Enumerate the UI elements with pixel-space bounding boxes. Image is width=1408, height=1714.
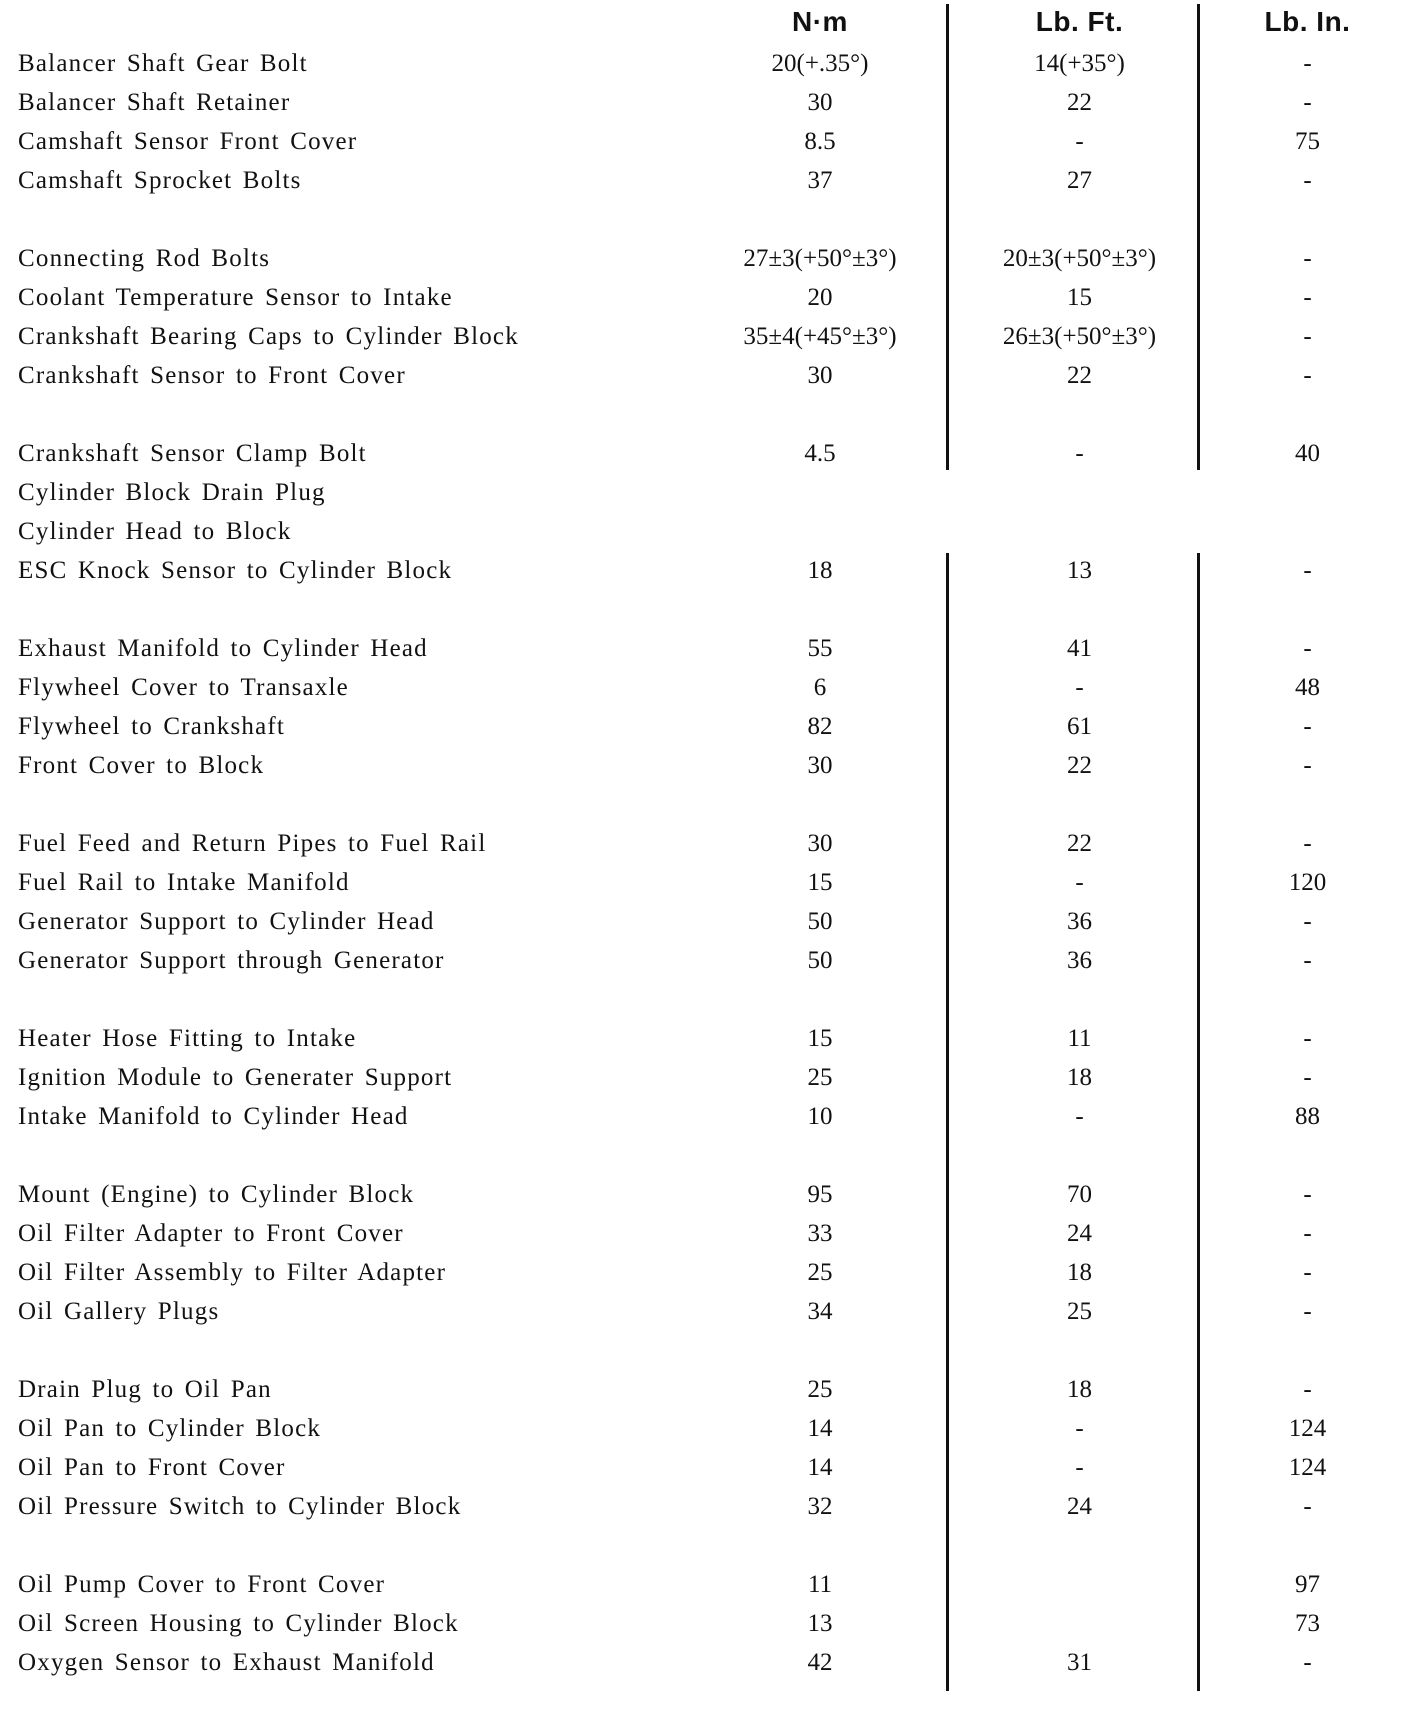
torque-nm: 50 xyxy=(807,908,833,935)
torque-nm: 4.5 xyxy=(804,440,836,467)
torque-lbin: 97 xyxy=(1295,1571,1320,1598)
torque-lbin: - xyxy=(1303,713,1312,740)
table-row xyxy=(0,1448,1408,1487)
component-label: Coolant Temperature Sensor to Intake xyxy=(18,284,453,311)
table-row xyxy=(0,239,1408,278)
torque-nm: 25 xyxy=(807,1064,833,1091)
torque-lbin: - xyxy=(1303,635,1312,662)
torque-lbin: - xyxy=(1303,1064,1312,1091)
table-row xyxy=(0,629,1408,668)
table-row xyxy=(0,746,1408,785)
component-label: Oil Filter Adapter to Front Cover xyxy=(18,1220,404,1247)
torque-lbft: - xyxy=(1075,674,1084,701)
torque-lbft: 14(+35°) xyxy=(1034,50,1125,77)
torque-nm: 11 xyxy=(807,1571,833,1598)
component-label: Generator Support through Generator xyxy=(18,947,445,974)
torque-lbin: 120 xyxy=(1288,869,1327,896)
table-row xyxy=(0,1214,1408,1253)
table-row xyxy=(0,434,1408,473)
component-label: Connecting Rod Bolts xyxy=(18,245,271,272)
torque-nm: 82 xyxy=(807,713,833,740)
table-row xyxy=(0,1604,1408,1643)
component-label: Ignition Module to Generater Support xyxy=(18,1064,453,1091)
torque-nm: 27±3(+50°±3°) xyxy=(743,245,897,272)
torque-lbin: - xyxy=(1303,89,1312,116)
torque-lbft: 13 xyxy=(1067,557,1092,584)
torque-lbft: - xyxy=(1075,1454,1084,1481)
torque-lbft: 22 xyxy=(1067,89,1092,116)
component-label: Front Cover to Block xyxy=(18,752,265,779)
torque-nm: 18 xyxy=(807,557,833,584)
torque-nm: 10 xyxy=(807,1103,833,1130)
component-label: ESC Knock Sensor to Cylinder Block xyxy=(18,557,453,584)
torque-lbin: - xyxy=(1303,752,1312,779)
torque-nm: 15 xyxy=(807,1025,833,1052)
torque-lbin: 40 xyxy=(1295,440,1320,467)
torque-nm: 50 xyxy=(807,947,833,974)
table-row xyxy=(0,278,1408,317)
column-header-lbin: Lb. In. xyxy=(1264,6,1351,37)
component-label: Fuel Rail to Intake Manifold xyxy=(18,869,350,896)
table-row xyxy=(0,1058,1408,1097)
component-label: Cylinder Block Drain Plug xyxy=(18,479,326,506)
torque-nm: 35±4(+45°±3°) xyxy=(743,323,897,350)
component-label: Drain Plug to Oil Pan xyxy=(18,1376,272,1403)
component-label: Oxygen Sensor to Exhaust Manifold xyxy=(18,1649,435,1676)
torque-lbin: - xyxy=(1303,1259,1312,1286)
component-label: Oil Gallery Plugs xyxy=(18,1298,220,1325)
torque-nm: 20(+.35°) xyxy=(771,50,869,77)
component-label: Cylinder Head to Block xyxy=(18,518,292,545)
table-row xyxy=(0,1292,1408,1331)
table-row xyxy=(0,1019,1408,1058)
table-row xyxy=(0,1175,1408,1214)
table-row xyxy=(0,356,1408,395)
torque-nm: 25 xyxy=(807,1376,833,1403)
torque-nm: 95 xyxy=(807,1181,833,1208)
table-row xyxy=(0,44,1408,83)
table-row xyxy=(0,122,1408,161)
table-row xyxy=(0,668,1408,707)
torque-lbin: - xyxy=(1303,167,1312,194)
table-row xyxy=(0,1565,1408,1604)
torque-nm: 15 xyxy=(807,869,833,896)
component-label: Camshaft Sprocket Bolts xyxy=(18,167,302,194)
column-header-nm: N·m xyxy=(792,6,848,37)
table-row xyxy=(0,1409,1408,1448)
component-label: Balancer Shaft Gear Bolt xyxy=(18,50,308,77)
torque-lbft: - xyxy=(1075,440,1084,467)
torque-lbin: - xyxy=(1303,323,1312,350)
table-row xyxy=(0,824,1408,863)
table-row xyxy=(0,83,1408,122)
table-row xyxy=(0,317,1408,356)
component-label: Oil Pump Cover to Front Cover xyxy=(18,1571,386,1598)
torque-nm: 20 xyxy=(807,284,833,311)
torque-lbft: 22 xyxy=(1067,830,1092,857)
torque-lbft: 26±3(+50°±3°) xyxy=(1002,323,1157,350)
torque-lbft: - xyxy=(1075,1415,1084,1442)
table-row xyxy=(0,473,1408,512)
torque-nm: 33 xyxy=(807,1220,833,1247)
torque-nm: 30 xyxy=(807,362,833,389)
component-label: Mount (Engine) to Cylinder Block xyxy=(18,1181,415,1208)
torque-lbft: 15 xyxy=(1067,284,1092,311)
component-label: Crankshaft Sensor to Front Cover xyxy=(18,362,406,389)
component-label: Flywheel Cover to Transaxle xyxy=(18,674,349,701)
torque-lbin: - xyxy=(1303,1220,1312,1247)
table-row xyxy=(0,1643,1408,1682)
table-row xyxy=(0,902,1408,941)
torque-lbft: 61 xyxy=(1067,713,1092,740)
component-label: Oil Screen Housing to Cylinder Block xyxy=(18,1610,459,1637)
torque-lbft: 20±3(+50°±3°) xyxy=(1002,245,1157,272)
torque-lbft: 22 xyxy=(1067,362,1092,389)
table-row xyxy=(0,707,1408,746)
torque-lbft: 11 xyxy=(1067,1025,1092,1052)
torque-lbft: 24 xyxy=(1067,1493,1092,1520)
torque-lbft: 18 xyxy=(1067,1259,1092,1286)
component-label: Heater Hose Fitting to Intake xyxy=(18,1025,357,1052)
table-row xyxy=(0,512,1408,551)
torque-lbft: - xyxy=(1075,869,1084,896)
torque-lbft: 36 xyxy=(1067,947,1092,974)
torque-nm: 32 xyxy=(807,1493,833,1520)
torque-lbin: - xyxy=(1303,947,1312,974)
torque-lbin: - xyxy=(1303,362,1312,389)
table-row xyxy=(0,1487,1408,1526)
torque-lbin: - xyxy=(1303,1376,1312,1403)
torque-lbft: - xyxy=(1075,1103,1084,1130)
torque-lbin: - xyxy=(1303,284,1312,311)
torque-nm: 13 xyxy=(807,1610,833,1637)
torque-lbin: 124 xyxy=(1288,1454,1327,1481)
torque-nm: 14 xyxy=(807,1415,833,1442)
component-label: Fuel Feed and Return Pipes to Fuel Rail xyxy=(18,830,487,857)
torque-lbft: 70 xyxy=(1067,1181,1092,1208)
torque-lbin: - xyxy=(1303,1298,1312,1325)
component-label: Flywheel to Crankshaft xyxy=(18,713,286,740)
torque-lbin: - xyxy=(1303,1025,1312,1052)
torque-nm: 25 xyxy=(807,1259,833,1286)
component-label: Crankshaft Sensor Clamp Bolt xyxy=(18,440,367,467)
torque-lbin: - xyxy=(1303,557,1312,584)
torque-lbft: - xyxy=(1075,128,1084,155)
component-label: Intake Manifold to Cylinder Head xyxy=(18,1103,409,1130)
component-label: Oil Pan to Cylinder Block xyxy=(18,1415,322,1442)
component-label: Oil Pan to Front Cover xyxy=(18,1454,286,1481)
table-row xyxy=(0,863,1408,902)
torque-lbin: 88 xyxy=(1295,1103,1320,1130)
torque-lbin: - xyxy=(1303,830,1312,857)
component-label: Exhaust Manifold to Cylinder Head xyxy=(18,635,428,662)
torque-lbft: 41 xyxy=(1067,635,1092,662)
table-row xyxy=(0,1253,1408,1292)
torque-nm: 8.5 xyxy=(804,128,836,155)
component-label: Crankshaft Bearing Caps to Cylinder Block xyxy=(18,323,519,350)
torque-lbin: - xyxy=(1303,50,1312,77)
torque-lbft: 31 xyxy=(1067,1649,1092,1676)
torque-lbin: - xyxy=(1303,245,1312,272)
torque-lbin: - xyxy=(1303,1181,1312,1208)
torque-lbin: - xyxy=(1303,908,1312,935)
torque-nm: 34 xyxy=(807,1298,833,1325)
torque-lbft: 22 xyxy=(1067,752,1092,779)
component-label: Generator Support to Cylinder Head xyxy=(18,908,435,935)
table-row xyxy=(0,1370,1408,1409)
torque-lbft: 27 xyxy=(1067,167,1092,194)
torque-lbft: 36 xyxy=(1067,908,1092,935)
component-label: Balancer Shaft Retainer xyxy=(18,89,291,116)
table-row xyxy=(0,161,1408,200)
torque-nm: 30 xyxy=(807,830,833,857)
torque-nm: 14 xyxy=(807,1454,833,1481)
torque-lbft: 18 xyxy=(1067,1376,1092,1403)
torque-lbft: 24 xyxy=(1067,1220,1092,1247)
component-label: Oil Filter Assembly to Filter Adapter xyxy=(18,1259,447,1286)
torque-nm: 37 xyxy=(807,167,833,194)
torque-nm: 6 xyxy=(813,674,827,701)
torque-nm: 30 xyxy=(807,752,833,779)
table-row xyxy=(0,1097,1408,1136)
torque-lbin: - xyxy=(1303,1649,1312,1676)
torque-nm: 30 xyxy=(807,89,833,116)
torque-lbin: 48 xyxy=(1295,674,1320,701)
component-label: Camshaft Sensor Front Cover xyxy=(18,128,358,155)
torque-lbin: 73 xyxy=(1295,1610,1320,1637)
torque-lbin: - xyxy=(1303,1493,1312,1520)
component-label: Oil Pressure Switch to Cylinder Block xyxy=(18,1493,462,1520)
column-header-lbft: Lb. Ft. xyxy=(1035,6,1124,37)
table-row xyxy=(0,941,1408,980)
torque-lbft: 18 xyxy=(1067,1064,1092,1091)
torque-lbin: 75 xyxy=(1295,128,1320,155)
torque-nm: 42 xyxy=(807,1649,833,1676)
torque-lbft: 25 xyxy=(1067,1298,1092,1325)
torque-lbin: 124 xyxy=(1288,1415,1327,1442)
table-row xyxy=(0,551,1408,590)
torque-nm: 55 xyxy=(807,635,833,662)
